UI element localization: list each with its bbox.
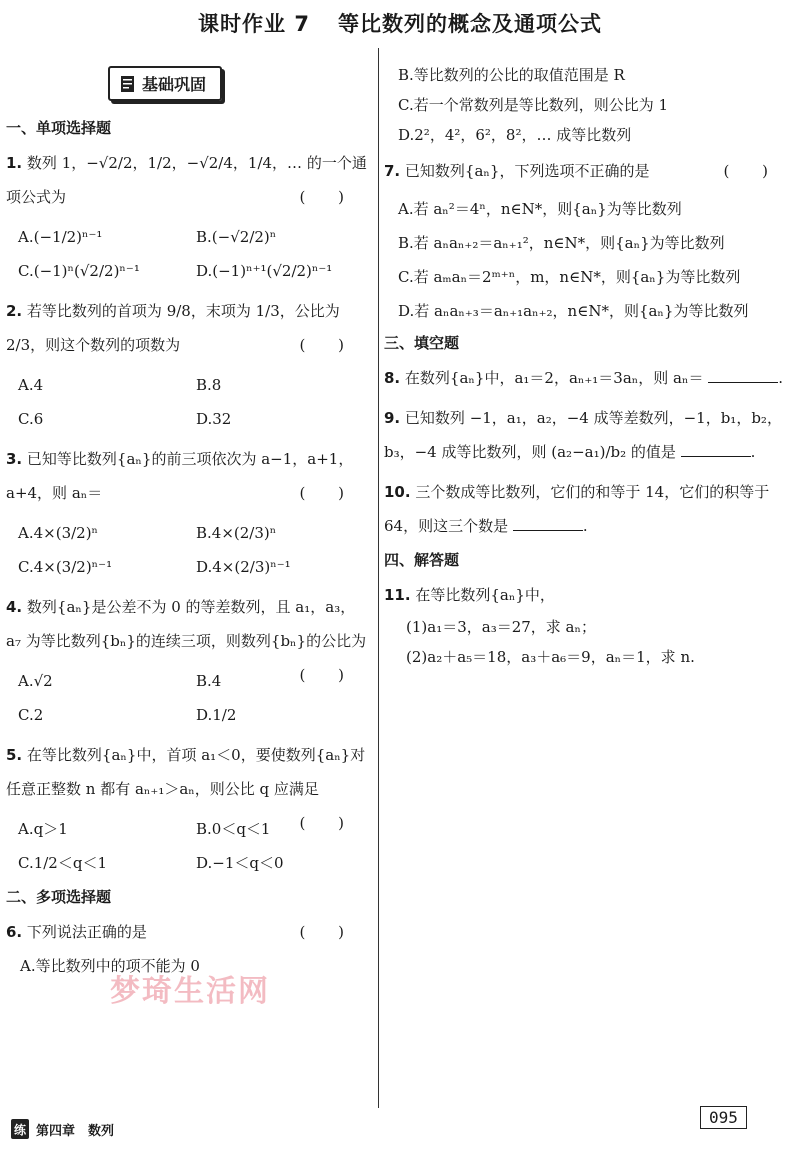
question-3-options <box>18 516 370 584</box>
practice-icon <box>10 1118 30 1140</box>
question-2-options <box>18 368 370 436</box>
question-5-text: 在等比数列{aₙ}中，首项 a₁＜0，要使数列{aₙ}对任意正整数 n 都有 aₙ₊₁＞aₙ，则公比 q 应满足 <box>6 746 366 798</box>
lesson-number: 课时作业 7 <box>198 12 310 36</box>
option[interactable]: B.若 aₙaₙ₊₂＝aₙ₊₁²，n∈N*，则{aₙ}为等比数列 <box>398 234 725 252</box>
question-7: 7. 已知数列{aₙ}，下列选项不正确的是 ( ) <box>384 154 794 188</box>
question-3: 3. 已知等比数列{aₙ}的前三项依次为 a−1，a+1，a+4，则 aₙ＝ ( ) <box>6 442 370 510</box>
question-1-text: 数列 1，−√2/2，1/2，−√2/4，1/4，… 的一个通项公式为 <box>6 154 367 206</box>
question-9-text: 已知数列 −1，a₁，a₂，−4 成等差数列，−1，b₁，b₂，b₃，−4 成等比数列，则 (a₂−a₁)/b₂ 的值是 <box>384 409 782 461</box>
answer-paren[interactable]: ( ) <box>299 188 358 206</box>
question-11-part-1: (1)a₁＝3，a₃＝27，求 aₙ； <box>406 618 596 636</box>
column-divider <box>378 48 379 1108</box>
section-fill-blank: 三、填空题 <box>384 334 460 352</box>
option[interactable]: D.4×(2/3)ⁿ⁻¹ <box>196 558 291 576</box>
question-10: 10. 三个数成等比数列，它们的和等于 14，它们的积等于 64，则这三个数是 . <box>384 483 770 535</box>
chapter-label: 第四章 数列 <box>36 1123 115 1139</box>
page-number: 095 <box>700 1106 747 1129</box>
answer-paren[interactable]: ( ) <box>299 666 358 684</box>
option[interactable]: B.等比数列的公比的取值范围是 R <box>398 66 625 84</box>
option[interactable]: D.−1＜q＜0 <box>196 854 284 872</box>
left-column <box>6 60 370 976</box>
section-solution: 四、解答题 <box>384 551 460 569</box>
option[interactable]: D.若 aₙaₙ₊₃＝aₙ₊₁aₙ₊₂，n∈N*，则{aₙ}为等比数列 <box>398 302 749 320</box>
answer-blank[interactable] <box>681 442 751 457</box>
answer-blank[interactable] <box>513 516 583 531</box>
footer-chapter <box>10 1118 114 1140</box>
page-title <box>0 8 800 38</box>
question-5-options <box>18 812 300 880</box>
option[interactable]: C.6 <box>18 410 44 428</box>
watermark: 梦琦生活网 <box>110 974 270 1009</box>
question-10-text: 三个数成等比数列，它们的和等于 14，它们的积等于 64，则这三个数是 <box>384 483 770 535</box>
answer-blank[interactable] <box>708 368 778 383</box>
option[interactable]: B.0＜q＜1 <box>196 820 271 838</box>
answer-paren[interactable]: ( ) <box>299 814 358 832</box>
option[interactable]: D.2²，4²，6²，8²，… 成等比数列 <box>398 126 632 144</box>
right-column <box>384 60 794 672</box>
answer-paren[interactable]: ( ) <box>299 923 358 941</box>
answer-paren[interactable]: ( ) <box>299 336 358 354</box>
answer-paren[interactable]: ( ) <box>299 484 358 502</box>
option[interactable]: B.4 <box>196 672 222 690</box>
question-9: 9. 已知数列 −1，a₁，a₂，−4 成等差数列，−1，b₁，b₂，b₃，−4 成等比数列，则 (a₂−a₁)/b₂ 的值是 . <box>384 409 782 461</box>
option[interactable]: C.4×(3/2)ⁿ⁻¹ <box>18 558 113 576</box>
option[interactable]: C.1/2＜q＜1 <box>18 854 107 872</box>
question-7-text: 已知数列{aₙ}，下列选项不正确的是 <box>404 162 650 180</box>
option[interactable]: D.32 <box>196 410 232 428</box>
option[interactable]: D.(−1)ⁿ⁺¹(√2/2)ⁿ⁻¹ <box>196 262 333 280</box>
question-1: 1. 数列 1，−√2/2，1/2，−√2/4，1/4，… 的一个通项公式为 ( ) <box>6 146 370 214</box>
question-2: 2. 若等比数列的首项为 9/8，末项为 1/3，公比为 2/3，则这个数列的项数为 ( ) <box>6 294 370 362</box>
question-11-text: 在等比数列{aₙ}中， <box>415 586 555 604</box>
question-8-text: 在数列{aₙ}中，a₁＝2，aₙ₊₁＝3aₙ，则 aₙ＝ <box>404 369 704 387</box>
option[interactable]: B.(−√2/2)ⁿ <box>196 228 277 246</box>
question-11-part-2: (2)a₂＋a₅＝18，a₃＋a₆＝9，aₙ＝1，求 n. <box>406 648 695 666</box>
question-6: 6. 下列说法正确的是 ( ) <box>6 915 370 949</box>
option[interactable]: A.等比数列中的项不能为 0 <box>20 957 200 975</box>
question-4-text: 数列{aₙ}是公差不为 0 的等差数列，且 a₁，a₃，a₇ 为等比数列{bₙ}的连续三项，则数列{bₙ}的公比为 <box>6 598 367 650</box>
option[interactable]: C.若一个常数列是等比数列，则公比为 1 <box>398 96 669 114</box>
section-badge <box>108 66 222 101</box>
question-2-text: 若等比数列的首项为 9/8，末项为 1/3，公比为 2/3，则这个数列的项数为 <box>6 302 340 354</box>
option[interactable]: C.(−1)ⁿ(√2/2)ⁿ⁻¹ <box>18 262 140 280</box>
svg-text:练: 练 <box>13 1123 27 1137</box>
question-3-text: 已知等比数列{aₙ}的前三项依次为 a−1，a+1，a+4，则 aₙ＝ <box>6 450 354 502</box>
answer-paren[interactable]: ( ) <box>723 162 782 180</box>
question-8: 8. 在数列{aₙ}中，a₁＝2，aₙ₊₁＝3aₙ，则 aₙ＝ . <box>384 369 784 387</box>
option[interactable]: A.4 <box>18 376 44 394</box>
option[interactable]: D.1/2 <box>196 706 237 724</box>
option[interactable]: A.4×(3/2)ⁿ <box>18 524 99 542</box>
question-1-options <box>18 220 370 288</box>
lesson-topic: 等比数列的概念及通项公式 <box>337 12 602 36</box>
question-4: 4. 数列{aₙ}是公差不为 0 的等差数列，且 a₁，a₃，a₇ 为等比数列{bₙ}的连续三项，则数列{bₙ}的公比为 ( ) <box>6 590 370 658</box>
option[interactable]: A.若 aₙ²＝4ⁿ，n∈N*，则{aₙ}为等比数列 <box>398 200 682 218</box>
question-5: 5. 在等比数列{aₙ}中，首项 a₁＜0，要使数列{aₙ}对任意正整数 n 都有 aₙ₊₁＞aₙ，则公比 q 应满足 ( ) <box>6 738 370 806</box>
question-6-text: 下列说法正确的是 <box>26 923 147 941</box>
section-multi-choice: 二、多项选择题 <box>6 888 112 906</box>
option[interactable]: A.√2 <box>18 672 53 690</box>
option[interactable]: B.8 <box>196 376 222 394</box>
option[interactable]: A.(−1/2)ⁿ⁻¹ <box>18 228 103 246</box>
question-11: 11. 在等比数列{aₙ}中， <box>384 586 555 604</box>
option[interactable]: B.4×(2/3)ⁿ <box>196 524 277 542</box>
section-single-choice: 一、单项选择题 <box>6 119 112 137</box>
option[interactable]: C.若 aₘaₙ＝2ᵐ⁺ⁿ，m，n∈N*，则{aₙ}为等比数列 <box>398 268 741 286</box>
badge-label: 基础巩固 <box>142 75 207 94</box>
notepad-icon <box>120 75 136 93</box>
option[interactable]: C.2 <box>18 706 44 724</box>
option[interactable]: A.q＞1 <box>18 820 68 838</box>
question-4-options <box>18 664 300 732</box>
